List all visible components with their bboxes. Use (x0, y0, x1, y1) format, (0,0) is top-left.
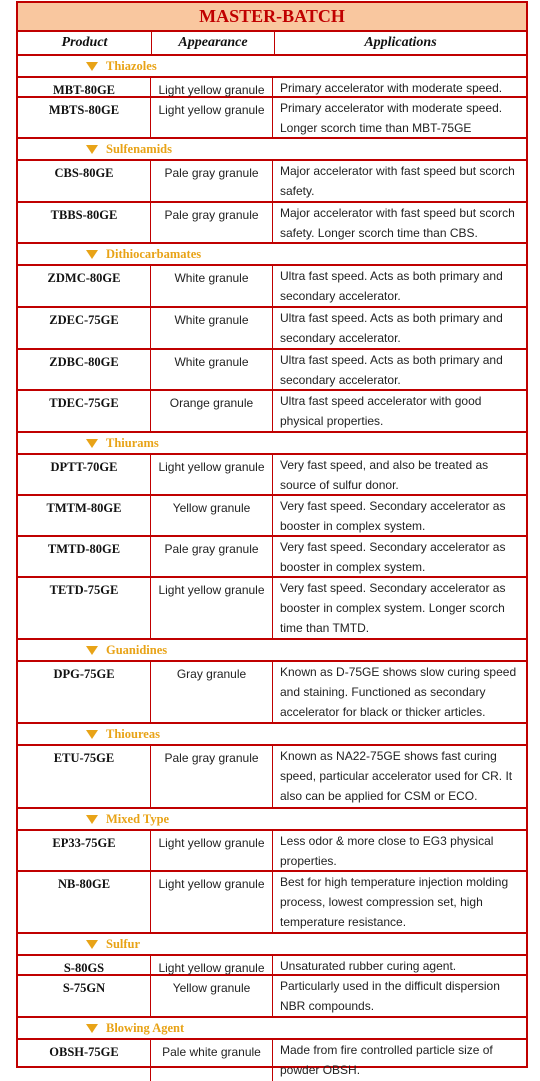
product-cell: S-80GS (18, 956, 151, 974)
product-cell: TDEC-75GE (18, 391, 151, 431)
table-row (18, 662, 526, 724)
appearance-cell: Light yellow granule (151, 578, 273, 638)
product-cell: OBSH-75GE (18, 1040, 151, 1081)
table-row (18, 203, 526, 244)
product-cell: ZDMC-80GE (18, 266, 151, 306)
application-cell: Primary accelerator with moderate speed. Longer scorch time than MBT-75GE (280, 101, 503, 135)
application-cell: Particularly used in the difficult dispersion NBR compounds. (280, 979, 500, 1013)
product-cell: MBTS-80GE (18, 98, 151, 137)
category-row (18, 809, 526, 831)
table-row (18, 1040, 526, 1081)
appearance-cell: Pale gray granule (151, 161, 273, 201)
application-cell: Very fast speed. Secondary accelerator as booster in complex system. (280, 499, 506, 533)
table-row (18, 455, 526, 496)
table-row (18, 391, 526, 433)
appearance-cell: Light yellow granule (151, 831, 273, 870)
table-row (18, 161, 526, 203)
table-row (18, 746, 526, 809)
table-row (18, 308, 526, 350)
header-appearance: Appearance (152, 32, 275, 54)
triangle-down-icon (86, 1024, 98, 1033)
category-label: Thiurams (106, 435, 159, 450)
application-cell: Made from fire controlled particle size of powder OBSH. (280, 1043, 493, 1077)
application-cell: Known as NA22-75GE shows fast curing speed, particular accelerator used for CR. It also can be applied for CSM or ECO. (280, 749, 513, 803)
application-cell: Major accelerator with fast speed but scorch safety. (280, 164, 515, 198)
appearance-cell: Light yellow granule (151, 956, 273, 974)
table-row (18, 266, 526, 308)
product-cell: CBS-80GE (18, 161, 151, 201)
appearance-cell: Light yellow granule (151, 455, 273, 494)
table-row (18, 831, 526, 872)
triangle-down-icon (86, 250, 98, 259)
triangle-down-icon (86, 646, 98, 655)
application-cell: Less odor & more close to EG3 physical properties. (280, 834, 494, 868)
appearance-cell: Yellow granule (151, 496, 273, 535)
category-row (18, 1018, 526, 1040)
table-body (18, 56, 526, 1081)
triangle-down-icon (86, 815, 98, 824)
application-cell: Known as D-75GE shows slow curing speed and staining. Functioned as secondary accelerator for black or thicker articles. (280, 665, 517, 719)
category-label: Mixed Type (106, 811, 170, 826)
category-row (18, 724, 526, 746)
table-row (18, 578, 526, 640)
product-cell: DPTT-70GE (18, 455, 151, 494)
application-cell: Ultra fast speed. Acts as both primary and secondary accelerator. (280, 269, 503, 303)
table-row (18, 537, 526, 578)
appearance-cell: Pale gray granule (151, 746, 273, 807)
category-row (18, 139, 526, 161)
category-row (18, 244, 526, 266)
product-cell: MBT-80GE (18, 78, 151, 96)
application-cell: Very fast speed. Secondary accelerator as booster in complex system. (280, 540, 506, 574)
product-cell: ETU-75GE (18, 746, 151, 807)
product-cell: TMTM-80GE (18, 496, 151, 535)
triangle-down-icon (86, 62, 98, 71)
category-label: Thioureas (106, 726, 160, 741)
product-cell: NB-80GE (18, 872, 151, 932)
appearance-cell: Pale gray granule (151, 537, 273, 576)
table-row (18, 956, 526, 976)
table-row (18, 98, 526, 139)
product-cell: TBBS-80GE (18, 203, 151, 242)
table-row (18, 976, 526, 1018)
application-cell: Very fast speed. Secondary accelerator as booster in complex system. Longer scorch time than TMTD. (280, 581, 506, 635)
application-cell: Ultra fast speed accelerator with good physical properties. (280, 394, 482, 428)
product-cell: DPG-75GE (18, 662, 151, 722)
triangle-down-icon (86, 940, 98, 949)
product-cell: S-75GN (18, 976, 151, 1016)
product-cell: TMTD-80GE (18, 537, 151, 576)
appearance-cell: Pale gray granule (151, 203, 273, 242)
appearance-cell: White granule (151, 266, 273, 306)
appearance-cell: Gray granule (151, 662, 273, 722)
triangle-down-icon (86, 145, 98, 154)
application-cell: Best for high temperature injection molding process, lowest compression set, high temperature resistance. (280, 875, 509, 929)
category-row (18, 640, 526, 662)
application-cell: Ultra fast speed. Acts as both primary and secondary accelerator. (280, 353, 503, 387)
category-row (18, 56, 526, 78)
appearance-cell: Light yellow granule (151, 98, 273, 137)
master-batch-table (16, 1, 528, 1077)
product-cell: TETD-75GE (18, 578, 151, 638)
header-product: Product (18, 32, 152, 54)
appearance-cell: Pale white granule (151, 1040, 273, 1081)
category-label: Guanidines (106, 642, 168, 657)
triangle-down-icon (86, 730, 98, 739)
appearance-cell: Orange granule (151, 391, 273, 431)
application-cell: Unsaturated rubber curing agent. (280, 959, 457, 973)
appearance-cell: Light yellow granule (151, 872, 273, 932)
appearance-cell: White granule (151, 308, 273, 348)
category-label: Dithiocarbamates (106, 246, 202, 261)
appearance-cell: White granule (151, 350, 273, 389)
category-label: Sulfur (106, 936, 141, 951)
table-row (18, 78, 526, 98)
category-label: Blowing Agent (106, 1020, 185, 1035)
product-cell: ZDEC-75GE (18, 308, 151, 348)
application-cell: Primary accelerator with moderate speed. (280, 81, 503, 95)
category-label: Sulfenamids (106, 141, 172, 156)
table-row (18, 872, 526, 934)
application-cell: Major accelerator with fast speed but scorch safety. Longer scorch time than CBS. (280, 206, 515, 240)
appearance-cell: Light yellow granule (151, 78, 273, 96)
header-row (18, 32, 526, 56)
header-applications: Applications (364, 35, 437, 50)
product-cell: EP33-75GE (18, 831, 151, 870)
product-cell: ZDBC-80GE (18, 350, 151, 389)
table-row (18, 496, 526, 537)
table-row (18, 350, 526, 391)
table-title: MASTER-BATCH (18, 3, 526, 32)
application-cell: Very fast speed, and also be treated as source of sulfur donor. (280, 458, 489, 492)
category-row (18, 433, 526, 455)
category-label: Thiazoles (106, 58, 157, 73)
triangle-down-icon (86, 439, 98, 448)
application-cell: Ultra fast speed. Acts as both primary and secondary accelerator. (280, 311, 503, 345)
category-row (18, 934, 526, 956)
appearance-cell: Yellow granule (151, 976, 273, 1016)
